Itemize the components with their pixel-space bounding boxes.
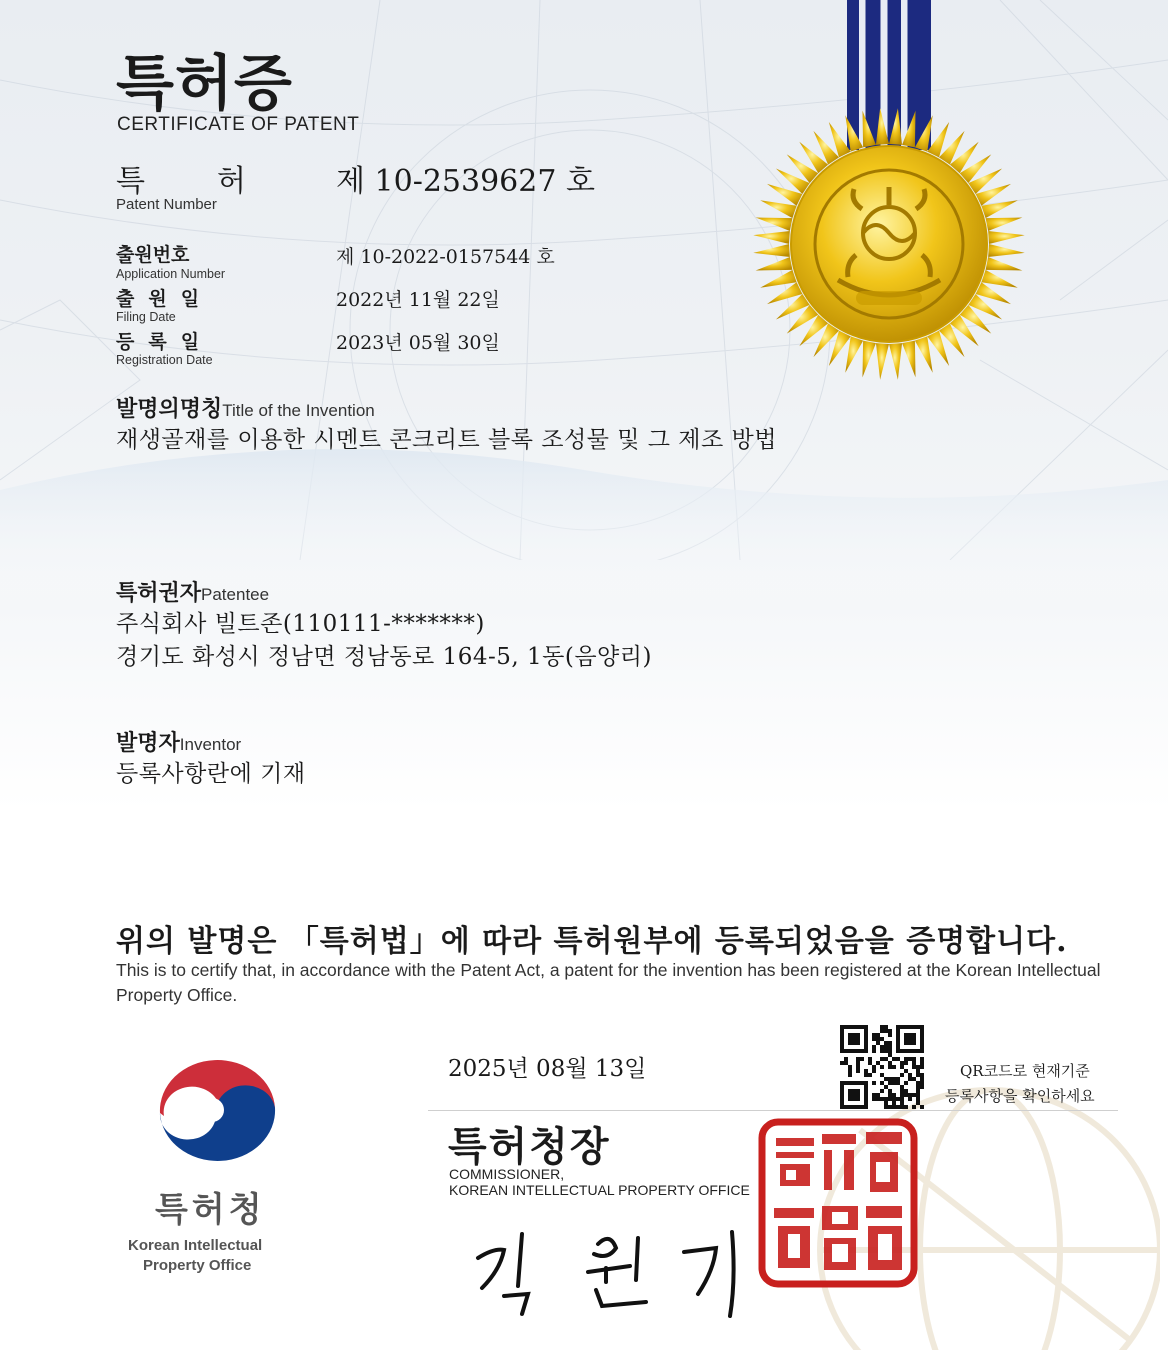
inventor-value: 등록사항란에 기재	[116, 761, 306, 787]
patent-number-value: 제 10-2539627 호	[336, 164, 595, 199]
commissioner-title-en-line2: KOREAN INTELLECTUAL PROPERTY OFFICE	[449, 1182, 750, 1198]
application-number-label: 출원번호	[116, 244, 190, 266]
commissioner-official-stamp	[758, 1118, 918, 1288]
invention-title-heading	[116, 392, 375, 423]
kipo-logo-name: 특허청	[155, 1190, 266, 1230]
gold-seal-emblem	[750, 105, 1028, 383]
commissioner-signature	[470, 1210, 750, 1320]
certificate-title-en: CERTIFICATE OF PATENT	[117, 114, 360, 135]
registration-date-label-en: Registration Date	[116, 353, 213, 367]
patent-number-label: 특허	[116, 164, 318, 199]
invention-title-label-en: Title of the Invention	[222, 401, 375, 420]
patentee-address: 경기도 화성시 정남면 정남동로 164-5, 1동(음양리)	[116, 644, 652, 670]
qr-code[interactable]	[840, 1025, 924, 1109]
certification-statement-en: This is to certify that, in accordance with the Patent Act, a patent for the invention has been registered at the Korean Intellectual Property Office.	[116, 960, 1101, 1005]
registration-date-value: 2023년 05월 30일	[336, 332, 500, 354]
filing-date-value: 2022년 11월 22일	[336, 289, 500, 311]
kipo-logo-name-en-line1: Korean Intellectual	[128, 1237, 263, 1254]
qr-instruction-line1: QR코드로 현재기준	[960, 1062, 1090, 1080]
qr-instruction-line2: 등록사항을 확인하세요	[945, 1087, 1095, 1105]
kipo-taegeuk-logo	[150, 1058, 285, 1168]
certificate-title: 특허증	[116, 49, 293, 119]
patentee-name: 주식회사 빌트존(110111-*******)	[116, 611, 485, 637]
certification-statement: 위의 발명은 「특허법」에 따라 특허원부에 등록되었음을 증명합니다.	[116, 924, 1068, 959]
invention-title-label: 발명의명칭	[116, 396, 223, 422]
filing-date-label-en: Filing Date	[116, 310, 176, 324]
patentee-label: 특허권자	[116, 580, 202, 606]
commissioner-title-en-line1: COMMISSIONER,	[449, 1166, 565, 1182]
kipo-logo-name-en-line2: Property Office	[143, 1257, 252, 1274]
inventor-label: 발명자	[116, 730, 180, 756]
patent-number-label-en: Patent Number	[116, 196, 217, 213]
patentee-heading	[116, 576, 269, 607]
signature-divider	[428, 1110, 1118, 1111]
application-number-label-en: Application Number	[116, 267, 226, 281]
inventor-label-en: Inventor	[179, 735, 242, 754]
application-number-value: 제 10-2022-0157544 호	[336, 246, 555, 268]
registration-date-label: 등록일	[116, 331, 214, 353]
invention-title-value: 재생골재를 이용한 시멘트 콘크리트 블록 조성물 및 그 제조 방법	[116, 427, 777, 453]
commissioner-title: 특허청장	[448, 1124, 611, 1170]
issue-date: 2025년 08월 13일	[448, 1056, 647, 1082]
inventor-heading	[116, 726, 241, 757]
filing-date-label: 출원일	[116, 288, 214, 310]
patentee-label-en: Patentee	[201, 585, 270, 604]
